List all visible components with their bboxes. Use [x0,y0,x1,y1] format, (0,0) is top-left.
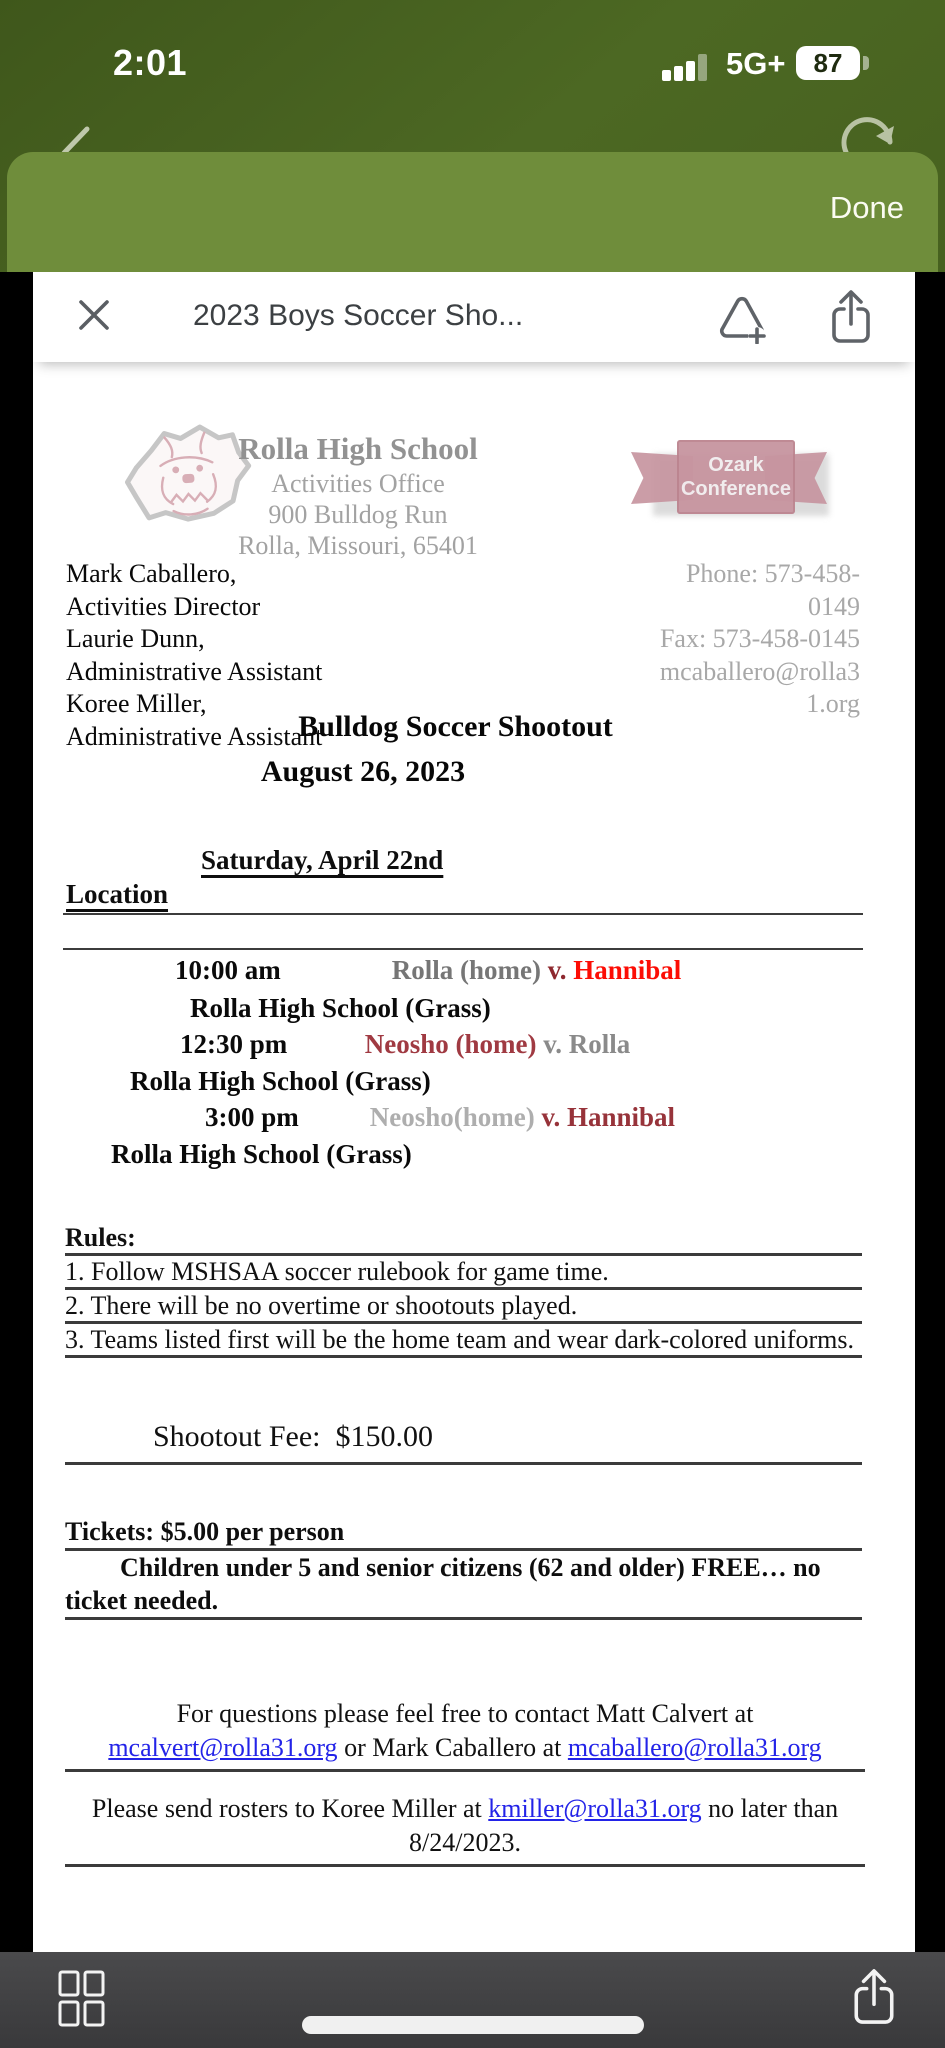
document-page [33,362,915,1952]
network-type-label: 5G+ [726,46,786,81]
letterhead-school-block [188,430,528,561]
share-icon[interactable] [828,288,874,346]
tickets-note: Children under 5 and senior citizens (62 and older) FREE… no ticket needed. [65,1551,862,1620]
rule-item: 3. Teams listed first will be the home team and wear dark-colored uniforms. [65,1324,862,1358]
document-title: 2023 Boys Soccer Sho... [193,299,524,332]
thumbnail-grid-icon[interactable] [58,1970,106,2028]
tickets-section [65,1515,862,1620]
divider-line [63,948,863,950]
venue-line: Rolla High School (Grass) [130,1066,431,1096]
location-heading: Location [66,879,169,909]
viewer-toolbar [33,272,915,362]
status-bar [0,38,945,94]
staff-line: Laurie Dunn, [66,624,205,653]
schedule-row [205,1102,675,1133]
home-team: Neosho(home) [369,1102,535,1132]
staff-line: Administrative Assistant [66,656,323,686]
email-link-mcalvert[interactable]: mcalvert@rolla31.org [108,1733,338,1762]
schedule-row [180,1029,630,1060]
versus-label: v. [543,1029,562,1059]
contact-line: 1.org [806,689,860,718]
away-team: Rolla [568,1029,631,1059]
contact-line: Phone: 573-458- [685,559,860,588]
staff-line: Administrative Assistant [66,721,323,751]
rosters-paragraph: Please send rosters to Koree Miller at kmiller@rolla31.org no later than 8/24/2023. [65,1792,865,1867]
school-address1: 900 Bulldog Run [268,500,448,529]
rule-item: 2. There will be no overtime or shootouts played. [65,1290,862,1324]
cellular-signal-icon [662,54,712,81]
away-team: Hannibal [567,1102,676,1132]
share-icon[interactable] [850,1966,898,2028]
schedule-row [175,955,681,986]
school-name: Rolla High School [238,431,478,466]
contact-line: 0149 [808,591,860,621]
email-link-kmiller[interactable]: kmiller@rolla31.org [488,1794,702,1823]
viewer-sheet-header [7,152,938,272]
done-button[interactable]: Done [829,190,904,225]
venue-line: Rolla High School (Grass) [111,1139,412,1169]
battery-nub [863,56,869,70]
contact-line: Fax: 573-458-0145 [659,624,860,653]
staff-line: Activities Director [66,591,261,621]
shootout-fee-line: Shootout Fee: $150.00 [65,1420,862,1465]
venue-line: Rolla High School (Grass) [190,993,491,1023]
ribbon-label: Ozark Conference [677,440,795,514]
home-team: Neosho (home) [364,1029,537,1059]
game-time: 10:00 am [175,955,281,985]
rules-section [65,1222,862,1358]
contact-block [513,558,860,721]
versus-label: v. [541,1102,561,1132]
divider-line [63,913,863,915]
add-to-drive-icon[interactable] [716,292,768,344]
event-title: Bulldog Soccer Shootout [298,710,613,743]
day-heading: Saturday, April 22nd [201,845,444,875]
school-office: Activities Office [271,469,445,498]
roster-deadline: 8/24/2023. [409,1828,521,1857]
questions-paragraph: For questions please feel free to contact Matt Calvert at mcalvert@rolla31.org or Mark Caballero at mcaballero@rolla31.org [65,1697,865,1772]
game-time: 12:30 pm [180,1029,288,1059]
tickets-heading: Tickets: $5.00 per person [65,1515,862,1551]
bottom-toolbar [0,1952,945,2048]
rule-item: 1. Follow MSHSAA soccer rulebook for game time. [65,1256,862,1290]
ozark-conference-ribbon [631,438,841,520]
home-indicator[interactable] [302,2016,644,2034]
event-date: August 26, 2023 [260,755,466,788]
battery-icon: 87 [796,46,860,80]
staff-line: Mark Caballero, [66,559,237,588]
close-icon[interactable] [77,298,111,332]
status-time: 2:01 [113,42,188,83]
away-team: Hannibal [573,955,682,985]
contact-line: mcaballero@rolla3 [659,656,860,686]
game-time: 3:00 pm [205,1102,299,1132]
redo-arrow-icon[interactable] [838,110,898,156]
email-link-mcaballero[interactable]: mcaballero@rolla31.org [567,1733,822,1762]
home-team: Rolla (home) [391,955,541,985]
staff-line: Koree Miller, [66,689,207,718]
document-viewer [33,272,915,1952]
school-address2: Rolla, Missouri, 65401 [238,531,478,560]
rules-heading: Rules: [65,1222,862,1256]
os-header-background [0,0,945,272]
versus-label: v. [547,955,567,985]
